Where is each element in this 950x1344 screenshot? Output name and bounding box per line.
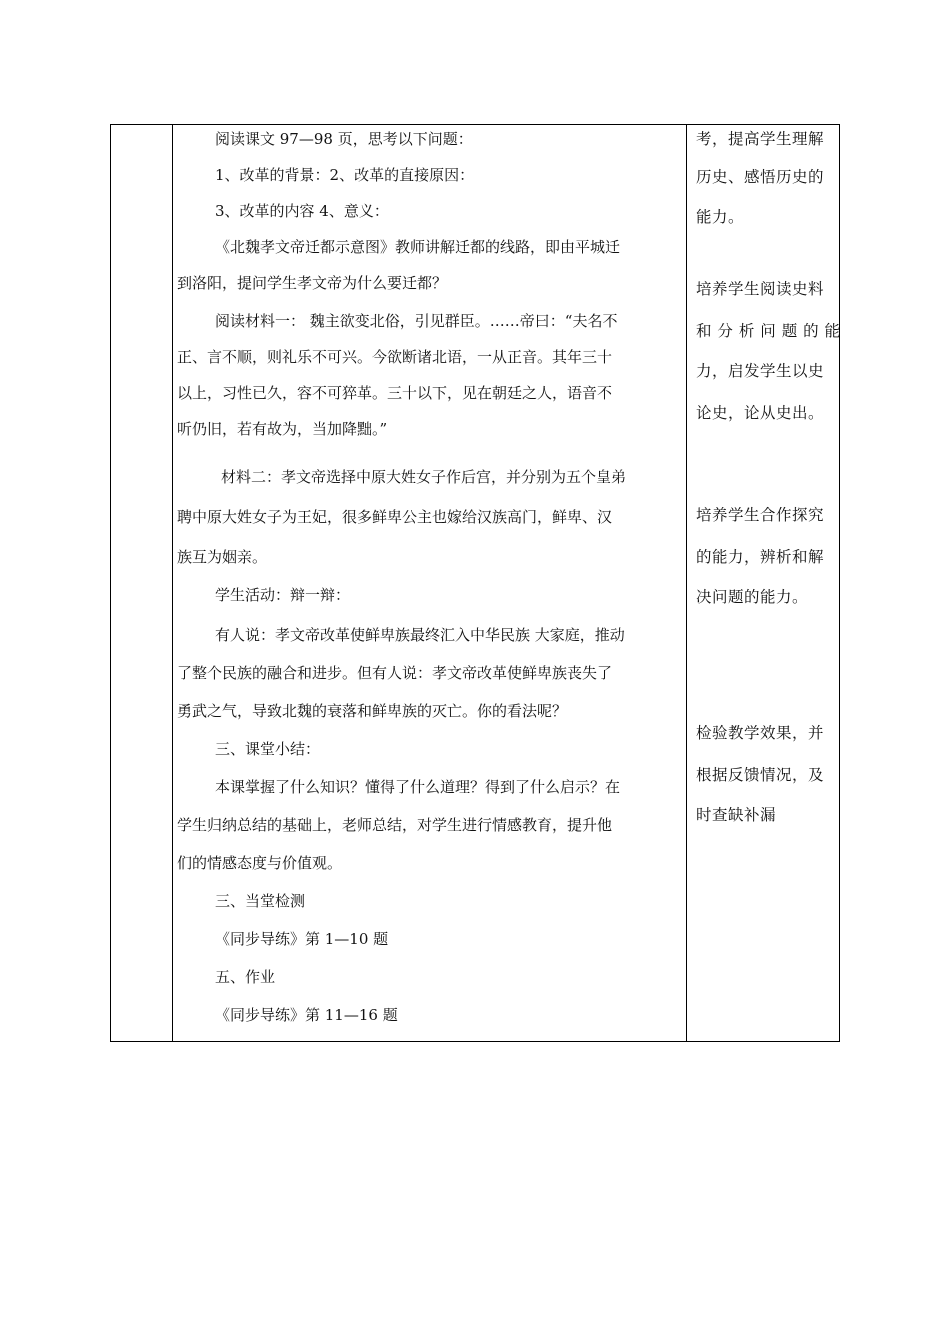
text-line: 时查缺补漏 bbox=[696, 806, 777, 824]
text-line: 《同步导练》第 1—10 题 bbox=[215, 930, 389, 948]
text-line: 材料二：孝文帝选择中原大姓女子作后宫，并分别为五个皇弟 bbox=[221, 468, 627, 486]
text-line: 历史、感悟历史的 bbox=[696, 168, 825, 186]
text-line: 们的情感态度与价值观。 bbox=[177, 854, 343, 872]
text-line: 本课掌握了什么知识？懂得了什么道理？得到了什么启示？在 bbox=[215, 778, 621, 796]
text-line: 勇武之气，导致北魏的衰落和鲜卑族的灭亡。你的看法呢？ bbox=[177, 702, 568, 720]
design-intent-column bbox=[687, 125, 841, 1041]
text-line: 到洛阳，提问学生孝文帝为什么要迁都？ bbox=[177, 274, 448, 292]
text-line: 根据反馈情况，及 bbox=[696, 766, 825, 784]
teaching-process-column bbox=[173, 125, 686, 1041]
text-line: 力，启发学生以史 bbox=[696, 362, 825, 380]
text-line: 阅读材料一： 魏主欲变北俗，引见群臣。……帝曰：“夫名不 bbox=[215, 312, 618, 330]
text-line: 阅读课文 97—98 页，思考以下问题： bbox=[215, 130, 473, 148]
text-line: 《同步导练》第 11—16 题 bbox=[215, 1006, 398, 1024]
text-line: 族互为姻亲。 bbox=[177, 548, 268, 566]
text-line: 培养学生合作探究 bbox=[696, 506, 825, 524]
text-line: 三、课堂小结： bbox=[215, 740, 321, 758]
text-line: 考，提高学生理解 bbox=[696, 130, 825, 148]
text-line: 论史，论从史出。 bbox=[696, 404, 825, 422]
text-line: 和 分 析 问 题 的 能 bbox=[696, 322, 841, 340]
text-line: 正、言不顺，则礼乐不可兴。今欲断诸北语，一从正音。其年三十 bbox=[177, 348, 613, 366]
text-line: 检验教学效果，并 bbox=[696, 724, 825, 742]
text-line: 有人说：孝文帝改革使鲜卑族最终汇入中华民族 大家庭，推动 bbox=[215, 626, 625, 644]
text-line: 五、作业 bbox=[215, 968, 276, 986]
text-line: 听仍旧，若有故为，当加降黜。” bbox=[177, 420, 388, 438]
text-line: 决问题的能力。 bbox=[696, 588, 809, 606]
text-line: 了整个民族的融合和进步。但有人说：孝文帝改革使鲜卑族丧失了 bbox=[177, 664, 613, 682]
text-line: 三、当堂检测 bbox=[215, 892, 306, 910]
text-line: 3、改革的内容 4、意义： bbox=[215, 202, 389, 220]
text-line: 《北魏孝文帝迁都示意图》教师讲解迁都的线路，即由平城迁 bbox=[215, 238, 621, 256]
lesson-plan-table bbox=[110, 124, 840, 1042]
text-line: 培养学生阅读史料 bbox=[696, 280, 825, 298]
text-line: 1、改革的背景：2、改革的直接原因： bbox=[215, 166, 475, 184]
text-line: 学生归纳总结的基础上，老师总结，对学生进行情感教育，提升他 bbox=[177, 816, 613, 834]
text-line: 的能力，辨析和解 bbox=[696, 548, 825, 566]
text-line: 学生活动：辩一辩： bbox=[215, 586, 351, 604]
text-line: 聘中原大姓女子为王妃，很多鲜卑公主也嫁给汉族高门，鲜卑、汉 bbox=[177, 508, 613, 526]
text-line: 以上，习性已久，容不可猝革。三十以下，见在朝廷之人，语音不 bbox=[177, 384, 613, 402]
text-line: 能力。 bbox=[696, 208, 745, 226]
